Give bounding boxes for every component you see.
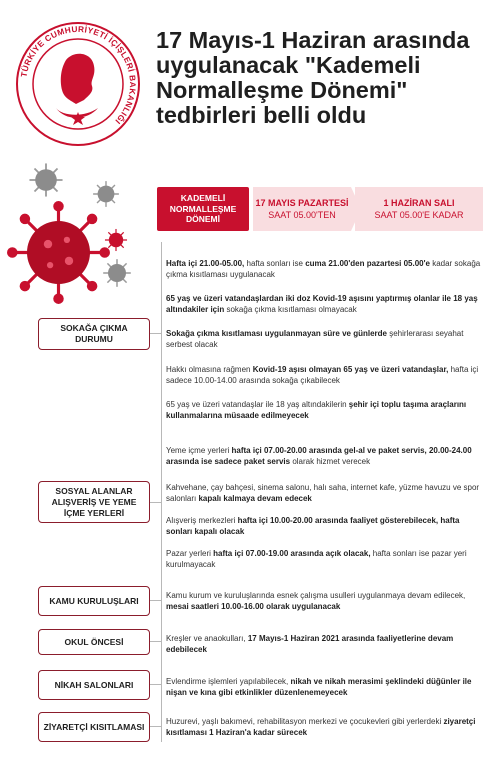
text-run: Kamu kurum ve kuruluşlarında esnek çalışma usulleri uygulanmaya devam edilecek,: [166, 591, 466, 600]
text-run: kapalı kalmaya devam edecek: [198, 494, 312, 503]
section-label-curfew: SOKAĞA ÇIKMA DURUMU: [38, 318, 150, 350]
text-run: Yeme içme yerleri: [166, 446, 232, 455]
text-run: hafta içi sadece 10.00-14.00 arasında sokağa çıkabilecek: [166, 365, 479, 385]
virus-illustration: [6, 200, 111, 305]
timeline-line: [161, 242, 162, 742]
text-run: 17 Mayıs-1 Haziran 2021 arasında faaliyetlerine devam edebilecek: [166, 634, 454, 654]
text-run: sokağa çıkma kısıtlaması olmayacak: [224, 305, 357, 314]
text-run: Kreşler ve anaokulları,: [166, 634, 248, 643]
section-label-preschool: OKUL ÖNCESİ: [38, 629, 150, 655]
connector: [150, 502, 162, 503]
text-run: hafta sonları ise: [244, 259, 306, 268]
curfew-item: [166, 258, 486, 280]
text-run: Pazar yerleri: [166, 549, 214, 558]
social-item: [166, 445, 486, 467]
text-run: kadar sokağa çıkma kısıtlaması uygulanacak: [166, 259, 481, 279]
virus-illustration: [92, 180, 120, 208]
text-run: Sokağa çıkma kısıtlaması uygulanmayan süre ve günlerde: [166, 329, 387, 338]
wedding-item: [166, 676, 486, 698]
end-time: SAAT 05.00'E KADAR: [374, 210, 464, 220]
text-run: hafta sonları ise pazar yeri kurulmayacak: [166, 549, 467, 569]
virus-illustration: [28, 162, 64, 198]
period-label: KADEMELİ NORMALLEŞME DÖNEMİ: [157, 187, 249, 231]
text-run: mesai saatleri 10.00-16.00 olarak uygulanacak: [166, 602, 341, 611]
text-run: hafta içi 07.00-19.00 arasında açık olacak,: [213, 549, 371, 558]
text-run: Hakkı olmasına rağmen: [166, 365, 253, 374]
visitor-item: [166, 716, 486, 738]
social-item: [166, 548, 486, 570]
start-date: [253, 187, 351, 231]
page-title: 17 Mayıs-1 Haziran arasında uygulanacak "Kademeli Normalleşme Dönemi" tedbirleri belli oldu: [156, 27, 470, 128]
social-item: [166, 482, 486, 504]
section-label-public: KAMU KURULUŞLARI: [38, 586, 150, 616]
end-day: 1 HAZİRAN SALI: [383, 198, 455, 208]
text-run: hafta içi 07.00-20.00 arasında gel-al ve paket servis, 20.00-24.00 arasında ise sadece paket servis: [166, 446, 472, 466]
text-run: nikah ve nikah merasimi şeklindeki düğünler ile nişan ve kına gibi etkinlikler düzenlenemeyecek: [166, 677, 472, 697]
text-run: şehir içi toplu taşıma araçlarını kullanmalarına müsaade edilmeyecek: [166, 400, 467, 420]
virus-illustration: [102, 258, 132, 288]
text-run: şehirlerarası seyahat serbest olacak: [166, 329, 464, 349]
start-time: SAAT 05.00'TEN: [268, 210, 336, 220]
text-run: Alışveriş merkezleri: [166, 516, 238, 525]
text-run: 65 yaş ve üzeri vatandaşlar ile 18 yaş altındakilerin: [166, 400, 349, 409]
connector: [150, 726, 162, 727]
connector: [150, 684, 162, 685]
curfew-item: [166, 328, 486, 350]
curfew-item: [166, 364, 486, 386]
text-run: Evlendirme işlemleri yapılabilecek,: [166, 677, 291, 686]
text-run: Kahvehane, çay bahçesi, sinema salonu, halı saha, internet kafe, yüzme havuzu ve spor salonları: [166, 483, 480, 503]
social-item: [166, 515, 486, 537]
connector: [150, 641, 162, 642]
text-run: cuma 21.00'den pazartesi 05.00'e: [305, 259, 430, 268]
section-label-wedding: NİKAH SALONLARI: [38, 670, 150, 700]
text-run: olarak hizmet verecek: [290, 457, 371, 466]
text-run: ziyaretçi kısıtlaması 1 Haziran'a kadar sürecek: [166, 717, 476, 737]
section-label-social: SOSYAL ALANLAR ALIŞVERİŞ VE YEME İÇME YERLERİ: [38, 481, 150, 523]
curfew-item: [166, 293, 486, 315]
connector: [150, 600, 162, 601]
virus-illustration: [104, 228, 128, 252]
section-label-visitor: ZİYARETÇİ KISITLAMASI: [38, 712, 150, 742]
text-run: 65 yaş ve üzeri vatandaşlardan iki doz Kovid-19 aşısını yaptırmış olanlar ile 18 yaş altındakiler için: [166, 294, 478, 314]
preschool-item: [166, 633, 486, 655]
end-date: [355, 187, 483, 231]
public-item: [166, 590, 486, 612]
connector: [150, 333, 162, 334]
text-run: Kovid-19 aşısı olmayan 65 yaş ve üzeri vatandaşlar,: [252, 365, 449, 374]
text-run: Hafta içi 21.00-05.00,: [166, 259, 245, 268]
ministry-seal-logo: [14, 20, 142, 148]
curfew-item: [166, 399, 486, 421]
start-day: 17 MAYIS PAZARTESİ: [255, 198, 349, 208]
text-run: hafta içi 10.00-20.00 arasında faaliyet gösterebilecek, hafta sonları kapalı olacak: [166, 516, 460, 536]
svg-text:TÜRKİYE CUMHURİYETİ İÇİŞLERİ B: TÜRKİYE CUMHURİYETİ İÇİŞLERİ BAKANLIĞI: [18, 23, 139, 127]
text-run: Huzurevi, yaşlı bakımevi, rehabilitasyon merkezi ve çocukevleri gibi yerlerdeki: [166, 717, 444, 726]
